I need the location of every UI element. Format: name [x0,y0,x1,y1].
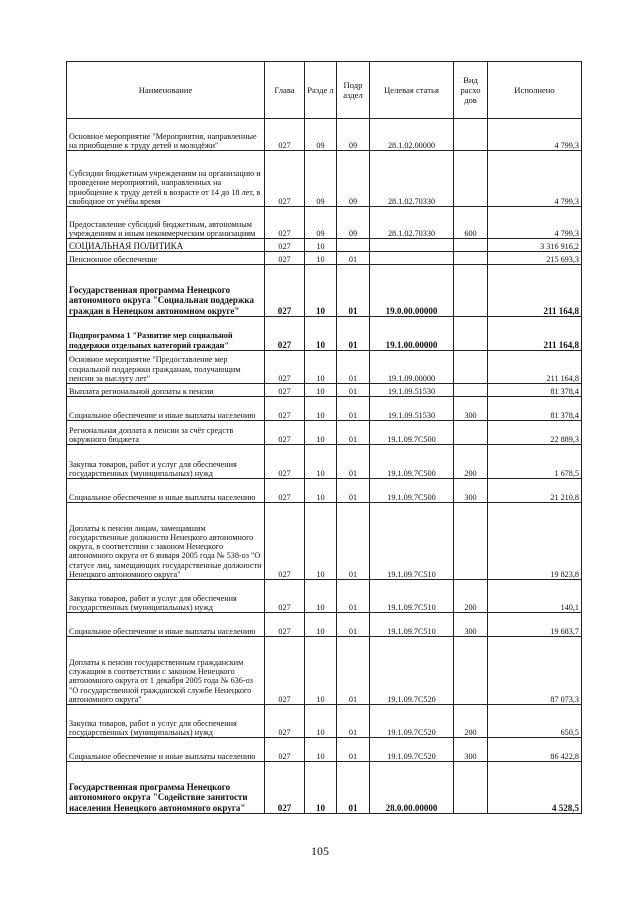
row-glava: 027 [265,384,305,397]
row-podrazdel: 01 [337,384,370,397]
row-glava: 027 [265,421,305,445]
row-expense-type [454,265,488,317]
row-name: Закупка товаров, работ и услуг для обеспечения государственных (муниципальных) нужд [67,705,265,738]
table-row [67,421,582,445]
row-target-article: 19.1.09.7С510 [370,580,454,613]
row-name: Государственная программа Ненецкого автономного округа "Содействие занятости населения Ненецкого автономного округа" [67,762,265,814]
row-name: Доплаты к пенсии государственным гражданским служащим в соответствии с законом Ненецкого автономного округа от 1 декабря 2005 года № 636-оз "О государственной гражданской службе Ненецкого автономного округа" [67,637,265,705]
row-podrazdel: 01 [337,580,370,613]
row-podrazdel: 09 [337,151,370,207]
row-amount: 81 378,4 [488,384,582,397]
row-target-article: 19.1.09.7С510 [370,613,454,637]
row-name: Региональная доплата к пенсии за счёт средств окружного бюджета [67,421,265,445]
row-razdel: 10 [305,384,337,397]
row-name: Подпрограмма 1 "Развитие мер социальной поддержки отдельных категорий граждан" [67,317,265,351]
row-expense-type [454,503,488,580]
row-expense-type [454,637,488,705]
row-expense-type: 300 [454,738,488,762]
row-target-article: 19.1.09.51530 [370,384,454,397]
row-glava: 027 [265,207,305,239]
page-number: 105 [311,844,329,858]
row-amount: 211 164,8 [488,265,582,317]
row-name: Социальное обеспечение и иные выплаты населению [67,397,265,421]
row-expense-type [454,762,488,814]
row-amount: 22 889,3 [488,421,582,445]
row-expense-type [454,239,488,252]
row-glava: 027 [265,637,305,705]
row-razdel: 09 [305,151,337,207]
header-executed: Исполнено [488,62,582,119]
row-glava: 027 [265,705,305,738]
row-expense-type [454,119,488,151]
row-podrazdel: 01 [337,445,370,479]
row-glava: 027 [265,762,305,814]
table-row [67,239,582,252]
row-glava: 027 [265,397,305,421]
row-target-article: 28.1.02.70330 [370,151,454,207]
row-podrazdel: 01 [337,705,370,738]
table-row [67,317,582,351]
header-podrazdel: Подр аздел [337,62,370,119]
row-podrazdel: 09 [337,119,370,151]
row-amount: 81 378,4 [488,397,582,421]
row-expense-type: 300 [454,613,488,637]
row-name: Государственная программа Ненецкого автономного округа "Социальная поддержка граждан в Ненецком автономном округе" [67,265,265,317]
table-header-row [67,62,582,119]
row-name: Предоставление субсидий бюджетным, автономным учреждениям и иным некоммерческим организациям [67,207,265,239]
row-podrazdel: 09 [337,207,370,239]
row-razdel: 09 [305,119,337,151]
row-target-article: 19.1.00.00000 [370,317,454,351]
row-amount: 211 164,8 [488,317,582,351]
row-podrazdel: 01 [337,637,370,705]
row-glava: 027 [265,580,305,613]
row-amount: 19 823,8 [488,503,582,580]
row-amount: 3 316 916,2 [488,239,582,252]
row-name: Доплаты к пенсии лицам, замещавшим государственные должности Ненецкого автономного округа, в соответствии с законом Ненецкого автономного округа от 6 января 2005 года № 538-оз "О статусе лиц, замещающих государственные должности Ненецкого автономного округа" [67,503,265,580]
row-name: Социальное обеспечение и иные выплаты населению [67,479,265,503]
table-row [67,351,582,384]
row-target-article: 19.1.09.7С500 [370,479,454,503]
row-razdel: 10 [305,762,337,814]
row-razdel: 10 [305,421,337,445]
row-glava: 027 [265,151,305,207]
row-expense-type: 200 [454,580,488,613]
row-amount: 140,1 [488,580,582,613]
row-amount: 86 422,8 [488,738,582,762]
row-name: Социальное обеспечение и иные выплаты населению [67,738,265,762]
row-name: СОЦИАЛЬНАЯ ПОЛИТИКА [67,239,265,252]
row-razdel: 10 [305,351,337,384]
row-razdel: 10 [305,239,337,252]
row-razdel: 10 [305,265,337,317]
row-glava: 027 [265,265,305,317]
row-amount: 4 528,5 [488,762,582,814]
row-podrazdel: 01 [337,613,370,637]
row-target-article: 19.1.09.00000 [370,351,454,384]
row-razdel: 10 [305,738,337,762]
row-podrazdel: 01 [337,479,370,503]
row-razdel: 09 [305,207,337,239]
row-razdel: 10 [305,252,337,265]
row-podrazdel: 01 [337,351,370,384]
row-amount: 215 693,3 [488,252,582,265]
row-podrazdel: 01 [337,397,370,421]
row-expense-type: 300 [454,397,488,421]
table-row [67,613,582,637]
row-amount: 650,5 [488,705,582,738]
row-razdel: 10 [305,580,337,613]
row-expense-type [454,317,488,351]
row-podrazdel: 01 [337,252,370,265]
row-podrazdel: 01 [337,738,370,762]
table-row [67,445,582,479]
row-podrazdel: 01 [337,265,370,317]
header-name: Наименование [67,62,265,119]
table-row [67,265,582,317]
row-name: Пенсионное обеспечение [67,252,265,265]
table-row [67,252,582,265]
table-row [67,384,582,397]
row-glava: 027 [265,738,305,762]
row-amount: 1 678,5 [488,445,582,479]
row-amount: 4 799,3 [488,151,582,207]
row-expense-type [454,151,488,207]
row-target-article: 19.1.09.7С520 [370,637,454,705]
table-row [67,738,582,762]
row-target-article [370,239,454,252]
row-target-article: 28.1.02.70330 [370,207,454,239]
row-podrazdel: 01 [337,762,370,814]
table-row [67,580,582,613]
row-name: Закупка товаров, работ и услуг для обеспечения государственных (муниципальных) нужд [67,580,265,613]
table-row [67,397,582,421]
row-expense-type: 600 [454,207,488,239]
row-razdel: 10 [305,613,337,637]
row-podrazdel [337,239,370,252]
row-target-article: 19.1.09.7С520 [370,705,454,738]
row-expense-type [454,252,488,265]
row-razdel: 10 [305,503,337,580]
row-target-article: 19.1.09.7С500 [370,445,454,479]
row-target-article: 28.1.02.00000 [370,119,454,151]
row-target-article: 19.0.00.00000 [370,265,454,317]
row-expense-type: 300 [454,479,488,503]
row-amount: 21 210,8 [488,479,582,503]
table-row [67,637,582,705]
row-name: Основное мероприятие "Мероприятия, направленные на приобщение к труду детей и молодёжи" [67,119,265,151]
row-name: Выплата региональной доплаты к пенсии [67,384,265,397]
row-glava: 027 [265,252,305,265]
row-expense-type: 200 [454,445,488,479]
row-amount: 19 683,7 [488,613,582,637]
row-name: Закупка товаров, работ и услуг для обеспечения государственных (муниципальных) нужд [67,445,265,479]
header-expense-type: Вид расхо дов [454,62,488,119]
table-row [67,479,582,503]
header-glava: Глава [265,62,305,119]
row-glava: 027 [265,503,305,580]
row-amount: 4 799,3 [488,119,582,151]
row-glava: 027 [265,445,305,479]
budget-table [66,61,582,814]
row-target-article: 19.1.09.51530 [370,397,454,421]
row-razdel: 10 [305,445,337,479]
header-target-article: Целевая статья [370,62,454,119]
row-glava: 027 [265,479,305,503]
row-razdel: 10 [305,637,337,705]
row-glava: 027 [265,317,305,351]
row-target-article [370,252,454,265]
row-expense-type [454,384,488,397]
header-razdel: Разде л [305,62,337,119]
row-podrazdel: 01 [337,421,370,445]
table-row [67,207,582,239]
row-name: Субсидии бюджетным учреждениям на организацию и проведение мероприятий, направленных на приобщение к труду детей в возрасте от 14 до 18 лет, в свободное от учёбы время [67,151,265,207]
row-target-article: 19.1.09.7С520 [370,738,454,762]
row-expense-type [454,351,488,384]
row-razdel: 10 [305,705,337,738]
row-podrazdel: 01 [337,503,370,580]
row-expense-type [454,421,488,445]
row-name: Основное мероприятие "Предоставление мер социальной поддержки гражданам, получающим пенсии за выслугу лет" [67,351,265,384]
row-razdel: 10 [305,317,337,351]
row-glava: 027 [265,613,305,637]
row-name: Социальное обеспечение и иные выплаты населению [67,613,265,637]
row-amount: 211 164,8 [488,351,582,384]
row-amount: 4 799,3 [488,207,582,239]
table-row [67,762,582,814]
row-glava: 027 [265,351,305,384]
row-glava: 027 [265,119,305,151]
row-expense-type: 200 [454,705,488,738]
table-row [67,705,582,738]
row-glava: 027 [265,239,305,252]
row-target-article: 19.1.09.7С510 [370,503,454,580]
row-amount: 87 073,3 [488,637,582,705]
row-razdel: 10 [305,397,337,421]
row-podrazdel: 01 [337,317,370,351]
table-row [67,503,582,580]
row-target-article: 19.1.09.7С500 [370,421,454,445]
table-row [67,151,582,207]
row-razdel: 10 [305,479,337,503]
table-row [67,119,582,151]
row-target-article: 28.0.00.00000 [370,762,454,814]
